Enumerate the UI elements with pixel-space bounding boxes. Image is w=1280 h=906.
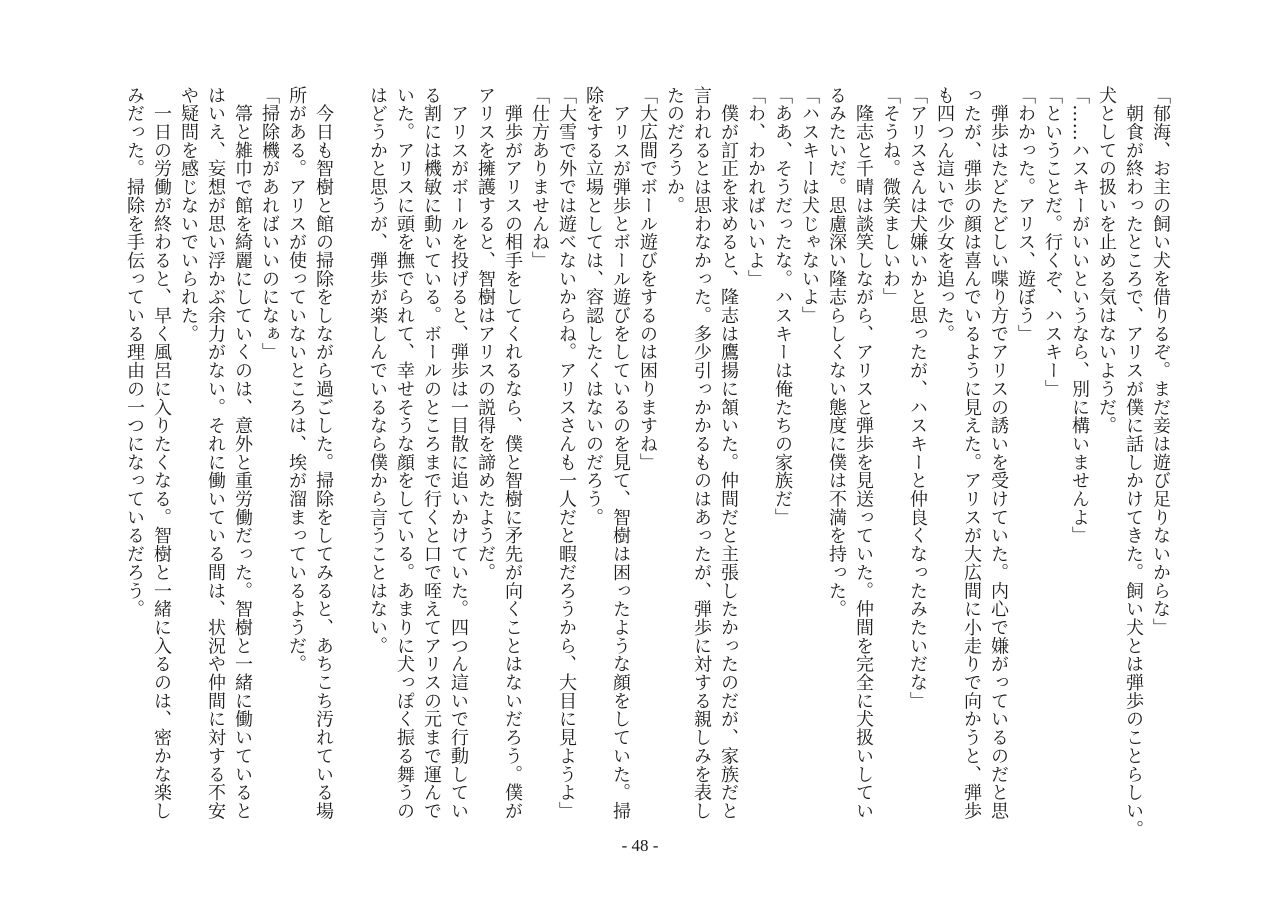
text-line: 「郁海、お主の飼い犬を借りるぞ。まだ妾は遊び足りないからな」 (1150, 86, 1171, 637)
text-line: 「アリスさんは犬嫌いかと思ったが、ハスキーと仲良くなったみたいだな」 (907, 86, 928, 710)
text-line: 隆志と千晴は談笑しながら、アリスと弾歩を見送っていた。仲間を完全に犬扱いしてい (853, 86, 874, 820)
text-line: はいえ、妄想が思い浮かぶ余力がない。それに働いている間は、状況や仲間に対する不安 (205, 86, 226, 820)
text-line: 弾歩がアリスの相手をしてくれるなら、僕と智樹に矛先が向くことはないだろう。僕が (502, 86, 523, 820)
text-line: 除をする立場としては、容認したくはないのだろう。 (583, 86, 604, 527)
text-line: 箒と雑巾で館を綺麗にしていくのは、意外と重労働だった。智樹と一緒に働いていると (232, 86, 253, 820)
text-line: アリスが弾歩とボール遊びをしているのを見て、智樹は困ったような顔をしていた。掃 (610, 86, 631, 820)
text-line: 一日の労働が終わると、早く風呂に入りたくなる。智樹と一緒に入るのは、密かな楽し (151, 86, 172, 820)
text-line: たのだろうか。 (664, 86, 685, 215)
text-line: 「ということだ。行くぞ、ハスキー」 (1042, 86, 1063, 398)
text-line: るみたいだ。思慮深い隆志らしくない態度に僕は不満を持った。 (826, 86, 847, 619)
text-line: 「……ハスキーがいいというなら、別に構いませんよ」 (1069, 86, 1090, 545)
text-line: ったが、弾歩の顔は喜んでいるように見えた。アリスが大広間に小走りで向かうと、弾歩 (961, 86, 982, 820)
text-line: はどうかと思うが、弾歩が楽しんでいるなら僕から言うことはない。 (367, 86, 388, 655)
text-line: アリスがボールを投げると、弾歩は一目散に追いかけていた。四つん這いで行動してい (448, 86, 469, 820)
page-number: - 48 - (621, 836, 659, 855)
text-line: る割には機敏に動いている。ボールのところまで行くと口で咥えてアリスの元まで運んで (421, 86, 442, 820)
text-line: 「仕方ありませんね」 (529, 86, 550, 270)
text-line: 「大広間でボール遊びをするのは困りますね」 (637, 86, 658, 472)
text-line: 「わかった。アリス、遊ぼう」 (1015, 86, 1036, 343)
text-line: も四つん這いで少女を追った。 (934, 86, 955, 343)
blank-line (337, 86, 364, 822)
text-line: 「そうね。微笑ましいわ」 (880, 86, 901, 307)
text-line: いた。アリスに頭を撫でられて、幸せそうな顔をしている。あまりに犬っぽく振る舞うの (394, 86, 415, 820)
text-line: みだった。掃除を手伝っている理由の一つになっているだろう。 (124, 86, 145, 619)
text-line: 「ああ、そうだったな。ハスキーは俺たちの家族だ」 (772, 86, 793, 527)
text-line: 弾歩はたどたどしい喋り方でアリスの誘いを受けていた。内心で嫌がっているのだと思 (988, 86, 1009, 820)
text-line: 「大雪で外では遊べないからね。アリスさんも一人だと暇だろうから、大目に見ようよ」 (556, 86, 577, 820)
text-line: 所がある。アリスが使っていないところは、埃が溜まっているようだ。 (286, 86, 307, 674)
text-line: や疑問を感じないでいられた。 (178, 86, 199, 343)
text-line: アリスを擁護すると、智樹はアリスの説得を諦めたようだ。 (475, 86, 496, 582)
text-line: 僕が訂正を求めると、隆志は鷹揚に頷いた。仲間だと主張したかったのだが、家族だと (718, 86, 739, 820)
text-line: 「わ、わかればいいよ」 (745, 86, 766, 288)
text-line: 今日も智樹と館の掃除をしながら過ごした。掃除をしてみると、あちこち汚れている場 (313, 86, 334, 820)
text-line: 「掃除機があればいいのになぁ」 (259, 86, 280, 362)
text-line: 朝食が終わったところで、アリスが僕に話しかけてきた。飼い犬とは弾歩のことらしい。 (1123, 86, 1144, 839)
vertical-body-text (121, 86, 1174, 839)
text-line: 言われるとは思わなかった。多少引っかかるものはあったが、弾歩に対する親しみを表し (691, 86, 712, 820)
text-line: 「ハスキーは犬じゃないよ」 (799, 86, 820, 325)
text-line: 犬としての扱いを止める気はないようだ。 (1096, 86, 1117, 435)
